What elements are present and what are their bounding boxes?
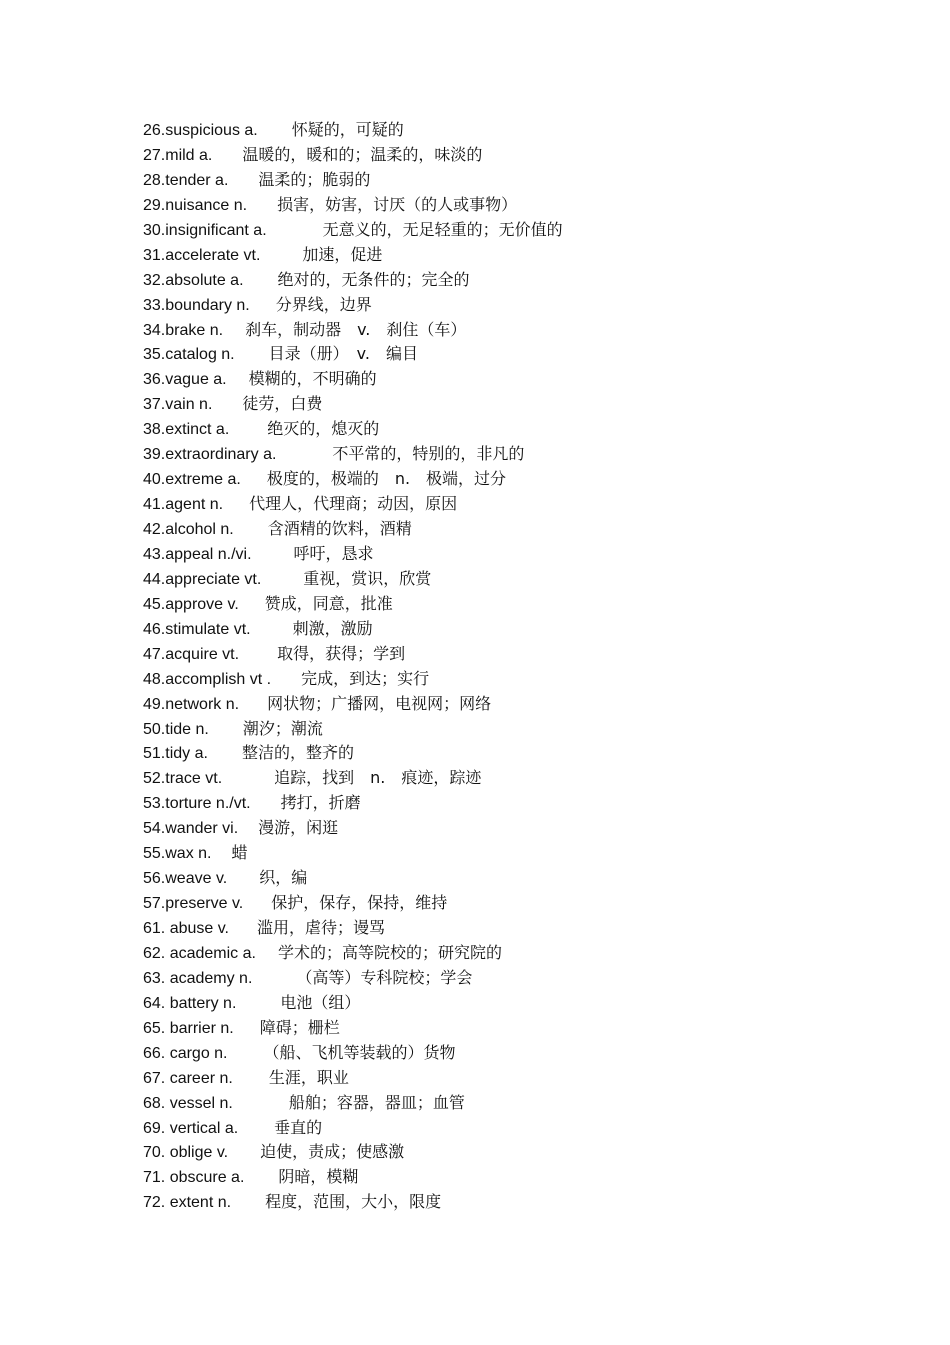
vocab-term: 72. extent n. [143,1194,232,1212]
vocab-definition: 刹车，制动器 v. 刹住（车） [245,319,467,339]
vocab-entry [143,966,843,991]
vocab-definition: 学术的；高等院校的；研究院的 [277,942,502,962]
vocab-entry [143,667,843,692]
vocab-term: 32.absolute a. [143,271,244,289]
vocab-definition: 滥用，虐待；谩骂 [256,918,385,937]
vocab-definition: 电池（组） [280,992,361,1012]
vocab-entry [143,143,843,168]
vocab-definition: 不平常的，特别的，非凡的 [332,444,525,464]
vocab-term: 67. career n. [143,1069,233,1087]
vocab-definition: 阴暗，模糊 [278,1167,359,1187]
vocab-definition: 拷打，折磨 [280,793,361,813]
vocab-term: 49.network n. [143,695,240,713]
vocab-term: 37.vain n. [143,396,213,414]
vocab-entry [143,741,843,766]
vocab-entry [143,168,843,193]
vocab-entry [143,118,843,143]
vocab-entry [143,692,843,717]
vocab-definition: 怀疑的，可疑的 [291,120,404,139]
vocab-definition: 垂直的 [274,1117,323,1137]
vocab-term: 69. vertical a. [143,1119,239,1137]
vocab-term: 43.appeal n./vi. [143,545,252,563]
vocab-definition: 绝灭的，熄灭的 [267,419,380,439]
vocab-definition: 呼吁，恳求 [293,543,374,563]
vocab-entry [143,1165,843,1190]
vocab-entry [143,492,843,517]
vocab-definition: 分界线，边界 [275,294,372,314]
vocab-entry [143,866,843,891]
vocab-term: 68. vessel n. [143,1094,233,1112]
vocab-entry [143,1016,843,1041]
vocab-definition: 极度的，极端的 n. 极端，过分 [266,469,507,489]
vocab-definition: 温柔的；脆弱的 [258,169,371,189]
vocab-entry [143,916,843,941]
vocab-definition: 生涯，职业 [268,1067,349,1087]
vocab-term: 36.vague a. [143,371,227,389]
vocab-definition: 加速，促进 [302,244,383,264]
vocab-term: 45.approve v. [143,595,239,613]
vocab-entry [143,367,843,392]
vocab-term: 54.wander vi. [143,820,239,838]
vocab-definition: 目录（册） v. 编目 [268,344,418,364]
vocab-entry [143,841,843,866]
vocab-term: 33.boundary n. [143,296,250,314]
vocab-definition: 取得，获得；学到 [277,643,406,663]
vocab-term: 65. barrier n. [143,1019,234,1037]
vocab-entry [143,766,843,791]
vocab-term: 39.extraordinary a. [143,446,277,464]
vocab-term: 31.accelerate vt. [143,246,261,264]
vocab-entry [143,517,843,542]
vocab-entry [143,991,843,1016]
vocab-term: 57.preserve v. [143,895,244,913]
vocab-entry [143,1091,843,1116]
vocab-term: 48.accomplish vt . [143,670,272,688]
vocab-definition: 迫使，责成；使感激 [260,1142,405,1162]
vocab-term: 63. academy n. [143,969,253,987]
vocabulary-list [143,118,843,1215]
vocab-entry [143,293,843,318]
vocab-definition: 含酒精的饮料，酒精 [267,519,412,538]
vocab-term: 64. battery n. [143,994,237,1012]
vocab-definition: 重视，赏识，欣赏 [303,568,432,588]
vocab-term: 50.tide n. [143,720,209,738]
vocab-entry [143,218,843,243]
vocab-term: 28.tender a. [143,171,229,189]
vocab-entry [143,1041,843,1066]
vocab-definition: 温暖的，暖和的；温柔的，味淡的 [242,144,483,164]
vocab-term: 55.wax n. [143,845,212,863]
vocab-entry [143,1140,843,1165]
vocab-term: 70. oblige v. [143,1144,229,1162]
vocab-entry [143,318,843,343]
vocab-definition: 追踪，找到 n. 痕迹，踪迹 [274,768,482,788]
vocab-definition: 蜡 [231,843,248,863]
vocab-definition: 障碍；栅栏 [259,1017,340,1037]
vocab-definition: 完成，到达；实行 [301,668,430,688]
vocab-entry [143,542,843,567]
vocab-definition: 绝对的，无条件的；完全的 [277,269,470,289]
vocab-entry [143,717,843,742]
vocab-definition: （船、飞机等装载的）货物 [263,1042,456,1062]
vocab-definition: 无意义的，无足轻重的；无价值的 [322,219,563,239]
vocab-entry [143,193,843,218]
vocab-definition: 整洁的，整齐的 [241,743,354,763]
vocab-definition: 保护，保存，保持，维持 [271,893,448,913]
vocab-term: 46.stimulate vt. [143,620,251,638]
vocab-definition: 漫游，闲逛 [258,818,339,838]
vocab-term: 71. obscure a. [143,1169,245,1187]
vocab-term: 27.mild a. [143,146,213,164]
vocab-entry [143,467,843,492]
vocab-term: 51.tidy a. [143,745,208,763]
vocab-definition: 赞成，同意，批准 [264,593,393,613]
vocab-definition: 代理人，代理商；动因，原因 [249,494,458,514]
vocab-term: 40.extreme a. [143,471,241,489]
vocab-term: 52.trace vt. [143,770,223,788]
vocab-term: 29.nuisance n. [143,196,248,214]
vocab-entry [143,417,843,442]
vocab-entry [143,1116,843,1141]
vocab-entry [143,442,843,467]
vocab-term: 47.acquire vt. [143,645,240,663]
vocab-definition: 织，编 [259,868,308,888]
vocab-entry [143,941,843,966]
vocab-entry [143,392,843,417]
vocab-entry [143,268,843,293]
vocab-term: 56.weave v. [143,870,228,888]
vocab-term: 38.extinct a. [143,421,230,439]
vocab-term: 53.torture n./vt. [143,795,251,813]
vocab-entry [143,791,843,816]
vocab-definition: 损害，妨害，讨厌（的人或事物） [277,194,518,214]
vocab-term: 41.agent n. [143,496,224,514]
vocab-definition: 刺激，激励 [292,618,373,638]
vocab-term: 61. abuse v. [143,920,229,937]
vocab-entry [143,891,843,916]
vocab-definition: 徒劳，白费 [242,394,323,414]
vocab-term: 44.appreciate vt. [143,570,262,588]
vocab-term: 62. academic a. [143,944,256,962]
vocab-entry [143,816,843,841]
vocab-term: 42.alcohol n. [143,521,234,538]
vocab-term: 30.insignificant a. [143,221,267,239]
vocab-entry [143,642,843,667]
vocab-definition: 网状物；广播网，电视网；网络 [267,693,492,713]
vocab-definition: 程度，范围，大小，限度 [265,1192,442,1212]
vocab-term: 34.brake n. [143,321,224,339]
vocab-entry [143,567,843,592]
vocab-term: 26.suspicious a. [143,122,258,139]
vocab-entry [143,243,843,268]
vocab-entry [143,617,843,642]
vocab-definition: 船舶；容器，器皿；血管 [288,1092,465,1112]
vocab-definition: 模糊的，不明确的 [248,369,377,389]
vocab-entry [143,1190,843,1215]
vocab-definition: （高等）专科院校；学会 [296,967,473,987]
vocab-entry [143,1066,843,1091]
vocab-term: 66. cargo n. [143,1044,228,1062]
vocab-definition: 潮汐；潮流 [242,718,323,738]
vocab-term: 35.catalog n. [143,346,235,364]
vocab-entry [143,342,843,367]
vocab-entry [143,592,843,617]
